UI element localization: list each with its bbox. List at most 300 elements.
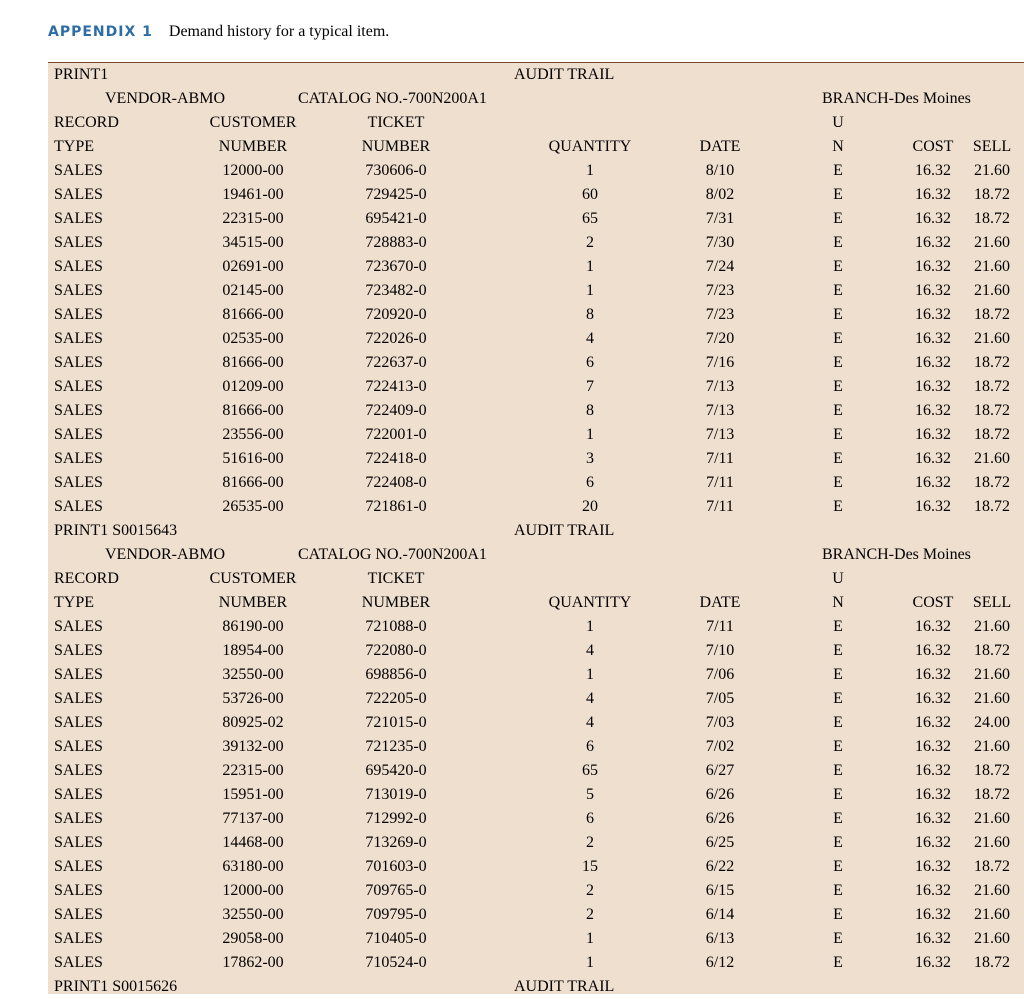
ticket-number: 730606-0 <box>365 162 427 179</box>
print-id: PRINT1 S0015643 <box>54 522 178 539</box>
table-row <box>48 879 1024 903</box>
date: 6/15 <box>705 882 735 899</box>
customer-number: 23556-00 <box>222 426 284 443</box>
cost: 16.32 <box>915 834 951 851</box>
header-quantity: QUANTITY <box>548 138 632 155</box>
quantity: 2 <box>586 906 594 923</box>
cost: 16.32 <box>915 162 951 179</box>
sell: 21.60 <box>974 666 1010 683</box>
date: 8/02 <box>705 186 735 203</box>
sell: 18.72 <box>974 426 1010 443</box>
cost: 16.32 <box>915 882 951 899</box>
sell: 21.60 <box>974 234 1010 251</box>
table-row <box>48 447 1024 471</box>
customer-number: 18954-00 <box>222 642 284 659</box>
date: 7/23 <box>705 282 735 299</box>
table-row <box>48 687 1024 711</box>
table-row <box>48 423 1024 447</box>
quantity: 1 <box>586 954 594 971</box>
date: 7/11 <box>706 498 734 515</box>
table-row <box>48 951 1024 975</box>
date: 7/31 <box>705 210 735 227</box>
ticket-number: 722026-0 <box>365 330 427 347</box>
header-un-top: U <box>832 114 844 131</box>
ticket-number: 721861-0 <box>365 498 427 515</box>
record-type: SALES <box>54 858 103 875</box>
cost: 16.32 <box>915 618 951 635</box>
cost: 16.32 <box>915 186 951 203</box>
customer-number: 81666-00 <box>222 402 284 419</box>
header-quantity: QUANTITY <box>548 594 632 611</box>
record-type: SALES <box>54 834 103 851</box>
record-type: SALES <box>54 426 103 443</box>
ticket-number: 722205-0 <box>365 690 427 707</box>
customer-number: 22315-00 <box>222 210 284 227</box>
cost: 16.32 <box>915 450 951 467</box>
ticket-number: 721015-0 <box>365 714 427 731</box>
ticket-number: 723482-0 <box>365 282 427 299</box>
audit-trail-label: AUDIT TRAIL <box>514 522 615 539</box>
unit: E <box>833 330 843 347</box>
quantity: 65 <box>582 762 598 779</box>
unit: E <box>833 378 843 395</box>
date: 7/20 <box>705 330 735 347</box>
header-record: RECORD <box>54 114 119 131</box>
vendor-label: VENDOR-ABMO <box>105 90 225 107</box>
ticket-number: 721235-0 <box>365 738 427 755</box>
quantity: 8 <box>586 402 594 419</box>
record-type: SALES <box>54 666 103 683</box>
record-type: SALES <box>54 810 103 827</box>
date: 6/27 <box>705 762 735 779</box>
cost: 16.32 <box>915 426 951 443</box>
ticket-number: 698856-0 <box>365 666 427 683</box>
record-type: SALES <box>54 738 103 755</box>
customer-number: 15951-00 <box>222 786 284 803</box>
sell: 18.72 <box>974 642 1010 659</box>
table-row <box>48 303 1024 327</box>
record-type: SALES <box>54 474 103 491</box>
date: 7/10 <box>705 642 735 659</box>
header-ticket-number: NUMBER <box>361 594 431 611</box>
quantity: 6 <box>586 354 594 371</box>
cost: 16.32 <box>915 378 951 395</box>
quantity: 1 <box>586 282 594 299</box>
date: 6/22 <box>705 858 735 875</box>
sell: 21.60 <box>974 738 1010 755</box>
customer-number: 32550-00 <box>222 906 284 923</box>
customer-number: 12000-00 <box>222 162 284 179</box>
date: 7/05 <box>705 690 735 707</box>
header-date: DATE <box>699 138 741 155</box>
table-row <box>48 375 1024 399</box>
sell: 18.72 <box>974 786 1010 803</box>
date: 7/11 <box>706 618 734 635</box>
unit: E <box>833 690 843 707</box>
date: 6/13 <box>705 930 735 947</box>
sell: 21.60 <box>974 834 1010 851</box>
unit: E <box>833 354 843 371</box>
customer-number: 02535-00 <box>222 330 284 347</box>
customer-number: 26535-00 <box>222 498 284 515</box>
appendix-caption <box>48 22 389 42</box>
vendor-line <box>48 543 1024 567</box>
header-un-top: U <box>832 570 844 587</box>
record-type: SALES <box>54 762 103 779</box>
record-type: SALES <box>54 786 103 803</box>
ticket-number: 721088-0 <box>365 618 427 635</box>
header-cost: COST <box>912 138 954 155</box>
column-header-bottom <box>48 135 1024 159</box>
customer-number: 51616-00 <box>222 450 284 467</box>
customer-number: 63180-00 <box>222 858 284 875</box>
customer-number: 32550-00 <box>222 666 284 683</box>
table-row <box>48 807 1024 831</box>
unit: E <box>833 834 843 851</box>
date: 6/25 <box>705 834 735 851</box>
sell: 18.72 <box>974 354 1010 371</box>
ticket-number: 710524-0 <box>365 954 427 971</box>
unit: E <box>833 906 843 923</box>
quantity: 4 <box>586 642 594 659</box>
ticket-number: 712992-0 <box>365 810 427 827</box>
quantity: 60 <box>582 186 598 203</box>
cost: 16.32 <box>915 930 951 947</box>
unit: E <box>833 258 843 275</box>
date: 7/06 <box>705 666 735 683</box>
customer-number: 81666-00 <box>222 306 284 323</box>
print-header <box>48 519 1024 543</box>
sell: 21.60 <box>974 930 1010 947</box>
record-type: SALES <box>54 906 103 923</box>
sell: 21.60 <box>974 906 1010 923</box>
quantity: 1 <box>586 258 594 275</box>
unit: E <box>833 474 843 491</box>
quantity: 6 <box>586 738 594 755</box>
header-record: RECORD <box>54 570 119 587</box>
quantity: 5 <box>586 786 594 803</box>
header-ticket: TICKET <box>367 114 425 131</box>
table-row <box>48 231 1024 255</box>
sell: 21.60 <box>974 162 1010 179</box>
sell: 18.72 <box>974 210 1010 227</box>
ticket-number: 729425-0 <box>365 186 427 203</box>
header-customer: CUSTOMER <box>209 114 297 131</box>
sell: 24.00 <box>974 714 1010 731</box>
unit: E <box>833 810 843 827</box>
ticket-number: 728883-0 <box>365 234 427 251</box>
date: 7/23 <box>705 306 735 323</box>
print-id: PRINT1 S0015626 <box>54 978 178 995</box>
quantity: 6 <box>586 474 594 491</box>
table-row <box>48 855 1024 879</box>
customer-number: 19461-00 <box>222 186 284 203</box>
ticket-number: 713019-0 <box>365 786 427 803</box>
header-type: TYPE <box>54 138 94 155</box>
date: 7/03 <box>705 714 735 731</box>
quantity: 20 <box>582 498 598 515</box>
customer-number: 53726-00 <box>222 690 284 707</box>
quantity: 1 <box>586 666 594 683</box>
ticket-number: 701603-0 <box>365 858 427 875</box>
branch-label: BRANCH-Des Moines <box>822 90 971 107</box>
table-row <box>48 207 1024 231</box>
audit-trail-table <box>48 62 1024 994</box>
audit-trail-label: AUDIT TRAIL <box>514 66 615 83</box>
record-type: SALES <box>54 714 103 731</box>
header-date: DATE <box>699 594 741 611</box>
header-ticket-number: NUMBER <box>361 138 431 155</box>
table-row <box>48 903 1024 927</box>
table-row <box>48 399 1024 423</box>
date: 7/11 <box>706 450 734 467</box>
unit: E <box>833 762 843 779</box>
cost: 16.32 <box>915 762 951 779</box>
date: 6/26 <box>705 786 735 803</box>
customer-number: 12000-00 <box>222 882 284 899</box>
appendix-title: Demand history for a typical item. <box>168 23 390 40</box>
quantity: 4 <box>586 714 594 731</box>
table-row <box>48 663 1024 687</box>
customer-number: 77137-00 <box>222 810 284 827</box>
record-type: SALES <box>54 186 103 203</box>
header-un-bottom: N <box>832 594 844 611</box>
ticket-number: 709765-0 <box>365 882 427 899</box>
table-row <box>48 279 1024 303</box>
table-row <box>48 783 1024 807</box>
unit: E <box>833 954 843 971</box>
table-row <box>48 495 1024 519</box>
header-sell: SELL <box>972 138 1012 155</box>
table-row <box>48 615 1024 639</box>
record-type: SALES <box>54 234 103 251</box>
record-type: SALES <box>54 378 103 395</box>
cost: 16.32 <box>915 474 951 491</box>
cost: 16.32 <box>915 282 951 299</box>
quantity: 15 <box>582 858 598 875</box>
sell: 21.60 <box>974 618 1010 635</box>
unit: E <box>833 282 843 299</box>
sell: 18.72 <box>974 306 1010 323</box>
unit: E <box>833 666 843 683</box>
customer-number: 81666-00 <box>222 474 284 491</box>
unit: E <box>833 930 843 947</box>
unit: E <box>833 426 843 443</box>
quantity: 7 <box>586 378 594 395</box>
sell: 18.72 <box>974 402 1010 419</box>
record-type: SALES <box>54 690 103 707</box>
record-type: SALES <box>54 330 103 347</box>
quantity: 2 <box>586 234 594 251</box>
vendor-line <box>48 87 1024 111</box>
table-row <box>48 927 1024 951</box>
quantity: 8 <box>586 306 594 323</box>
unit: E <box>833 786 843 803</box>
header-ticket: TICKET <box>367 570 425 587</box>
header-sell: SELL <box>972 594 1012 611</box>
print-footer <box>48 975 1024 999</box>
ticket-number: 722637-0 <box>365 354 427 371</box>
header-customer-number: NUMBER <box>218 138 288 155</box>
ticket-number: 722408-0 <box>365 474 427 491</box>
column-header-top <box>48 111 1024 135</box>
cost: 16.32 <box>915 234 951 251</box>
print-header <box>48 63 1024 87</box>
date: 7/02 <box>705 738 735 755</box>
record-type: SALES <box>54 258 103 275</box>
cost: 16.32 <box>915 810 951 827</box>
quantity: 1 <box>586 162 594 179</box>
customer-number: 14468-00 <box>222 834 284 851</box>
table-row <box>48 711 1024 735</box>
record-type: SALES <box>54 930 103 947</box>
table-row <box>48 759 1024 783</box>
cost: 16.32 <box>915 258 951 275</box>
table-row <box>48 831 1024 855</box>
cost: 16.32 <box>915 306 951 323</box>
ticket-number: 695421-0 <box>365 210 427 227</box>
cost: 16.32 <box>915 354 951 371</box>
quantity: 2 <box>586 834 594 851</box>
ticket-number: 722001-0 <box>365 426 427 443</box>
record-type: SALES <box>54 306 103 323</box>
unit: E <box>833 450 843 467</box>
date: 6/12 <box>705 954 735 971</box>
sell: 18.72 <box>974 186 1010 203</box>
cost: 16.32 <box>915 786 951 803</box>
column-header-top <box>48 567 1024 591</box>
quantity: 1 <box>586 426 594 443</box>
sell: 21.60 <box>974 810 1010 827</box>
date: 8/10 <box>705 162 735 179</box>
unit: E <box>833 714 843 731</box>
catalog-number: CATALOG NO.-700N200A1 <box>298 90 487 107</box>
branch-label: BRANCH-Des Moines <box>822 546 971 563</box>
record-type: SALES <box>54 162 103 179</box>
cost: 16.32 <box>915 906 951 923</box>
vendor-label: VENDOR-ABMO <box>105 546 225 563</box>
cost: 16.32 <box>915 666 951 683</box>
cost: 16.32 <box>915 858 951 875</box>
unit: E <box>833 498 843 515</box>
date: 7/13 <box>705 402 735 419</box>
customer-number: 34515-00 <box>222 234 284 251</box>
header-un-bottom: N <box>832 138 844 155</box>
unit: E <box>833 162 843 179</box>
cost: 16.32 <box>915 714 951 731</box>
ticket-number: 710405-0 <box>365 930 427 947</box>
unit: E <box>833 858 843 875</box>
cost: 16.32 <box>915 210 951 227</box>
date: 6/26 <box>705 810 735 827</box>
ticket-number: 722418-0 <box>365 450 427 467</box>
customer-number: 81666-00 <box>222 354 284 371</box>
ticket-number: 695420-0 <box>365 762 427 779</box>
unit: E <box>833 210 843 227</box>
table-row <box>48 159 1024 183</box>
sell: 18.72 <box>974 954 1010 971</box>
audit-trail-label: AUDIT TRAIL <box>514 978 615 995</box>
catalog-number: CATALOG NO.-700N200A1 <box>298 546 487 563</box>
date: 7/13 <box>705 378 735 395</box>
sell: 21.60 <box>974 258 1010 275</box>
customer-number: 02145-00 <box>222 282 284 299</box>
quantity: 1 <box>586 618 594 635</box>
ticket-number: 709795-0 <box>365 906 427 923</box>
cost: 16.32 <box>915 402 951 419</box>
column-header-bottom <box>48 591 1024 615</box>
sell: 18.72 <box>974 378 1010 395</box>
sell: 21.60 <box>974 882 1010 899</box>
unit: E <box>833 642 843 659</box>
quantity: 6 <box>586 810 594 827</box>
table-row <box>48 351 1024 375</box>
cost: 16.32 <box>915 642 951 659</box>
ticket-number: 722409-0 <box>365 402 427 419</box>
date: 7/16 <box>705 354 735 371</box>
customer-number: 02691-00 <box>222 258 284 275</box>
header-customer: CUSTOMER <box>209 570 297 587</box>
sell: 18.72 <box>974 858 1010 875</box>
date: 6/14 <box>705 906 735 923</box>
quantity: 2 <box>586 882 594 899</box>
customer-number: 01209-00 <box>222 378 284 395</box>
ticket-number: 713269-0 <box>365 834 427 851</box>
record-type: SALES <box>54 642 103 659</box>
unit: E <box>833 402 843 419</box>
unit: E <box>833 306 843 323</box>
record-type: SALES <box>54 282 103 299</box>
record-type: SALES <box>54 402 103 419</box>
quantity: 1 <box>586 930 594 947</box>
sell: 21.60 <box>974 690 1010 707</box>
customer-number: 86190-00 <box>222 618 284 635</box>
unit: E <box>833 738 843 755</box>
customer-number: 29058-00 <box>222 930 284 947</box>
record-type: SALES <box>54 354 103 371</box>
cost: 16.32 <box>915 738 951 755</box>
header-cost: COST <box>912 594 954 611</box>
unit: E <box>833 234 843 251</box>
header-type: TYPE <box>54 594 94 611</box>
date: 7/30 <box>705 234 735 251</box>
date: 7/24 <box>705 258 735 275</box>
record-type: SALES <box>54 210 103 227</box>
sell: 18.72 <box>974 498 1010 515</box>
record-type: SALES <box>54 618 103 635</box>
unit: E <box>833 882 843 899</box>
table-row <box>48 735 1024 759</box>
sell: 18.72 <box>974 474 1010 491</box>
sell: 21.60 <box>974 450 1010 467</box>
cost: 16.32 <box>915 954 951 971</box>
ticket-number: 722413-0 <box>365 378 427 395</box>
date: 7/11 <box>706 474 734 491</box>
sell: 21.60 <box>974 282 1010 299</box>
cost: 16.32 <box>915 498 951 515</box>
quantity: 4 <box>586 330 594 347</box>
customer-number: 22315-00 <box>222 762 284 779</box>
sell: 21.60 <box>974 330 1010 347</box>
table-row <box>48 471 1024 495</box>
quantity: 4 <box>586 690 594 707</box>
table-row <box>48 183 1024 207</box>
cost: 16.32 <box>915 330 951 347</box>
record-type: SALES <box>54 450 103 467</box>
record-type: SALES <box>54 498 103 515</box>
date: 7/13 <box>705 426 735 443</box>
sell: 18.72 <box>974 762 1010 779</box>
